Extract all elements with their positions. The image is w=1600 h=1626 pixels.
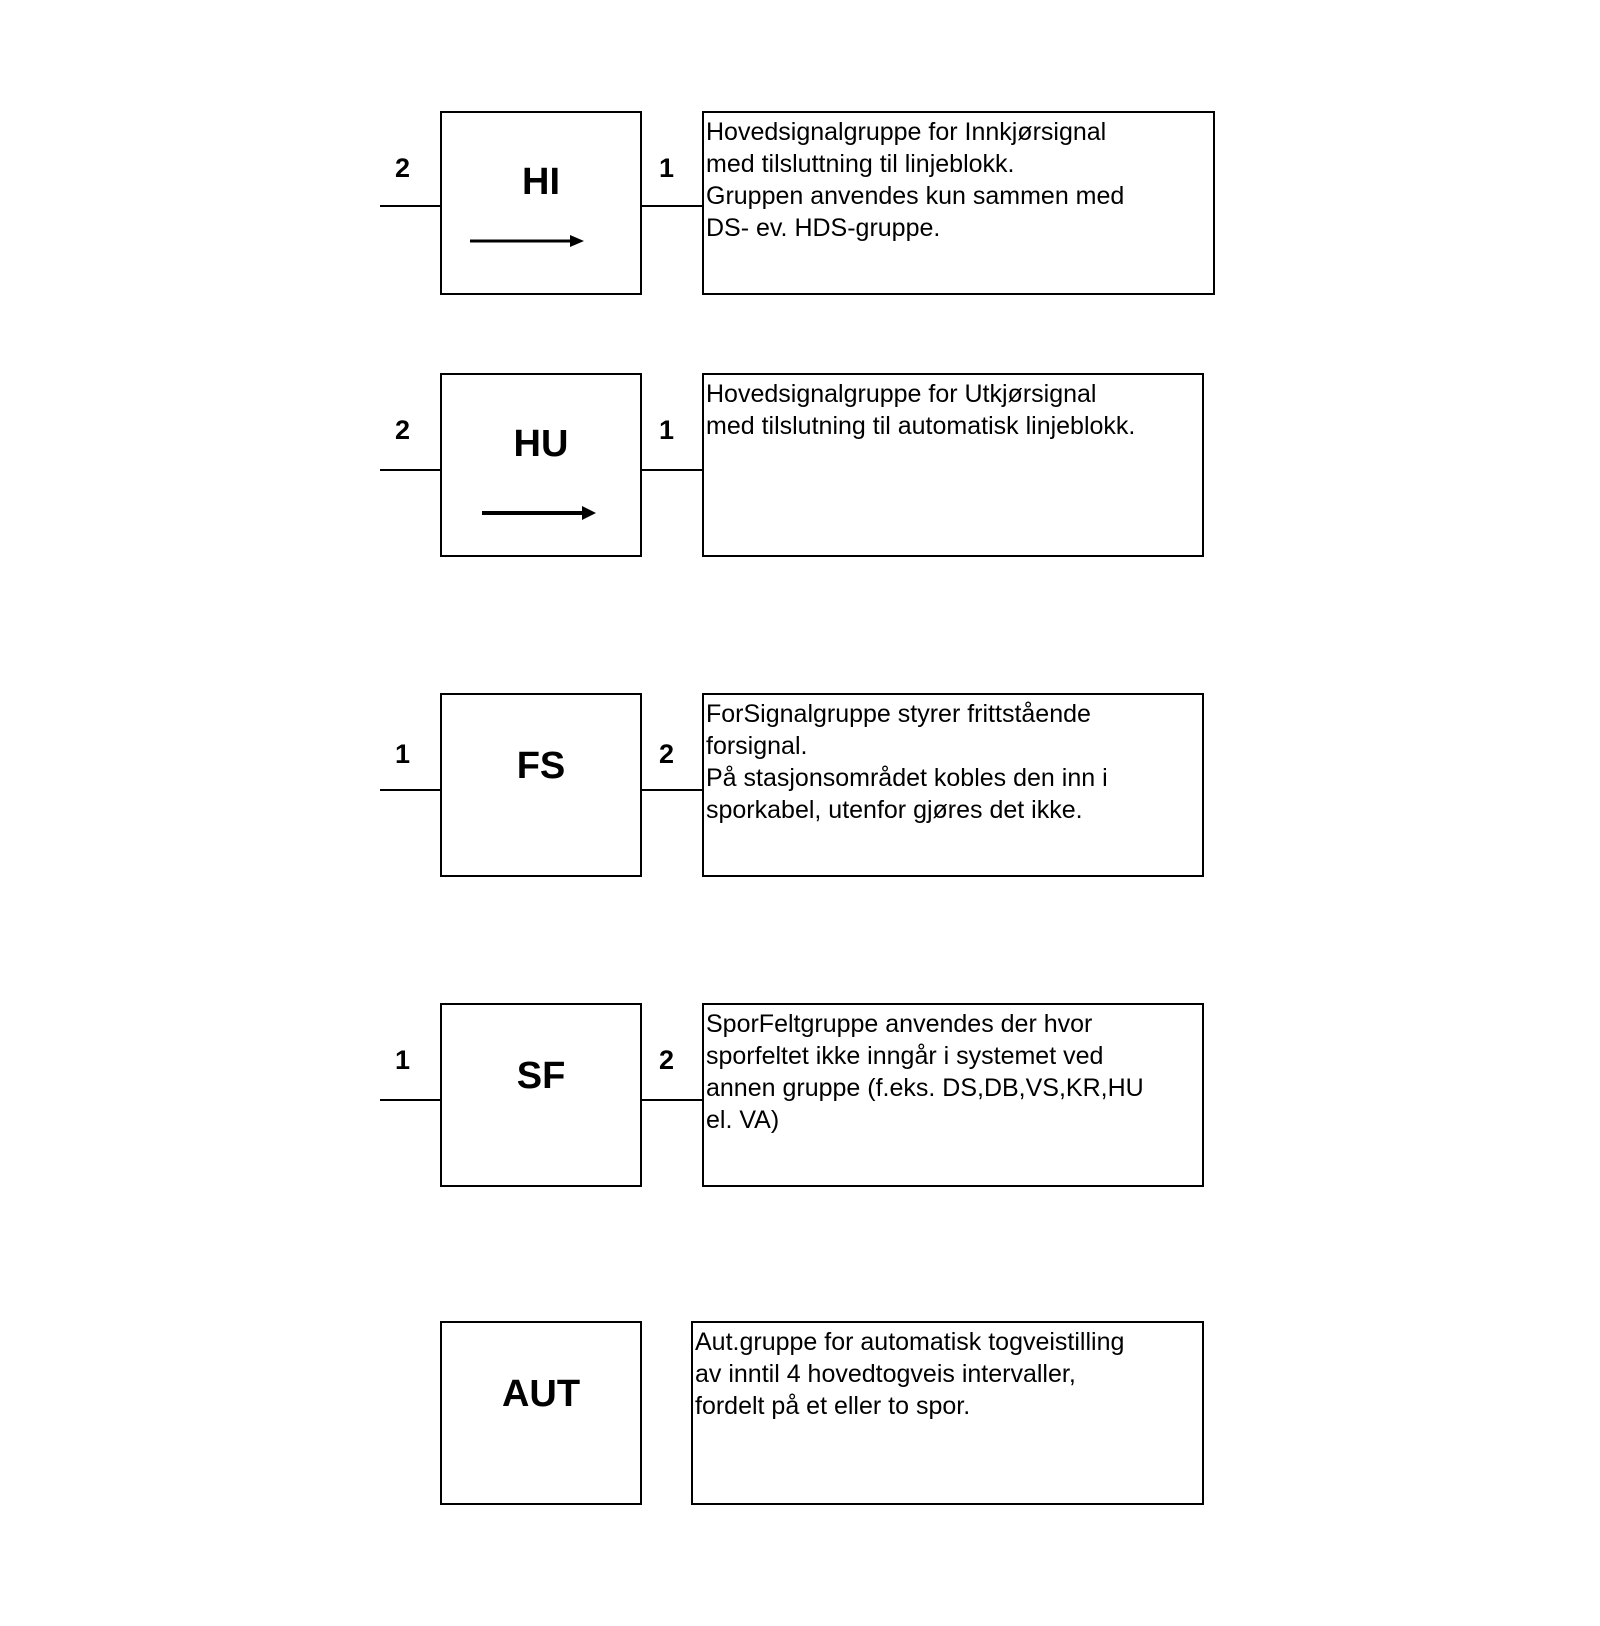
group-hi bbox=[0, 111, 1600, 295]
block-label: HI bbox=[522, 161, 560, 203]
block-label: HU bbox=[513, 423, 569, 465]
left-port-number: 2 bbox=[395, 153, 411, 183]
group-sf bbox=[0, 1003, 1600, 1187]
left-connector-line bbox=[380, 1099, 440, 1101]
description-box: Hovedsignalgruppe for Innkjørsignal med tilsluttning til linjeblokk. Gruppen anvendes kun sammen med DS- ev. HDS-gruppe. bbox=[702, 111, 1215, 295]
right-port-number: 1 bbox=[659, 153, 675, 183]
block-label: FS bbox=[516, 745, 566, 787]
left-connector-line bbox=[380, 789, 440, 791]
block-fs bbox=[440, 693, 642, 877]
right-port-number: 1 bbox=[659, 415, 675, 445]
block-sf bbox=[440, 1003, 642, 1187]
description-box: ForSignalgruppe styrer frittstående forsignal. På stasjonsområdet kobles den inn i sporkabel, utenfor gjøres det ikke. bbox=[702, 693, 1204, 877]
group-fs bbox=[0, 693, 1600, 877]
block-hi bbox=[440, 111, 642, 295]
description-box: Aut.gruppe for automatisk togveistilling av inntil 4 hovedtogveis intervaller, fordelt på et eller to spor. bbox=[691, 1321, 1204, 1505]
description-box: SporFeltgruppe anvendes der hvor sporfeltet ikke inngår i systemet ved annen gruppe (f.eks. DS,DB,VS,KR,HU el. VA) bbox=[702, 1003, 1204, 1187]
arrow-right-icon bbox=[468, 231, 588, 251]
left-port-number: 2 bbox=[395, 415, 411, 445]
right-connector-line bbox=[642, 789, 702, 791]
group-hu bbox=[0, 373, 1600, 557]
right-connector-line bbox=[642, 469, 702, 471]
group-aut bbox=[0, 1321, 1600, 1505]
left-connector-line bbox=[380, 469, 440, 471]
right-connector-line bbox=[642, 205, 702, 207]
arrow-right-icon bbox=[480, 503, 600, 523]
description-box: Hovedsignalgruppe for Utkjørsignal med tilslutning til automatisk linjeblokk. bbox=[702, 373, 1204, 557]
left-port-number: 1 bbox=[395, 739, 411, 769]
right-connector-line bbox=[642, 1099, 702, 1101]
block-hu bbox=[440, 373, 642, 557]
right-port-number: 2 bbox=[659, 1045, 675, 1075]
left-connector-line bbox=[380, 205, 440, 207]
block-label: SF bbox=[516, 1055, 566, 1097]
block-aut bbox=[440, 1321, 642, 1505]
block-label: AUT bbox=[501, 1373, 581, 1415]
right-port-number: 2 bbox=[659, 739, 675, 769]
left-port-number: 1 bbox=[395, 1045, 411, 1075]
